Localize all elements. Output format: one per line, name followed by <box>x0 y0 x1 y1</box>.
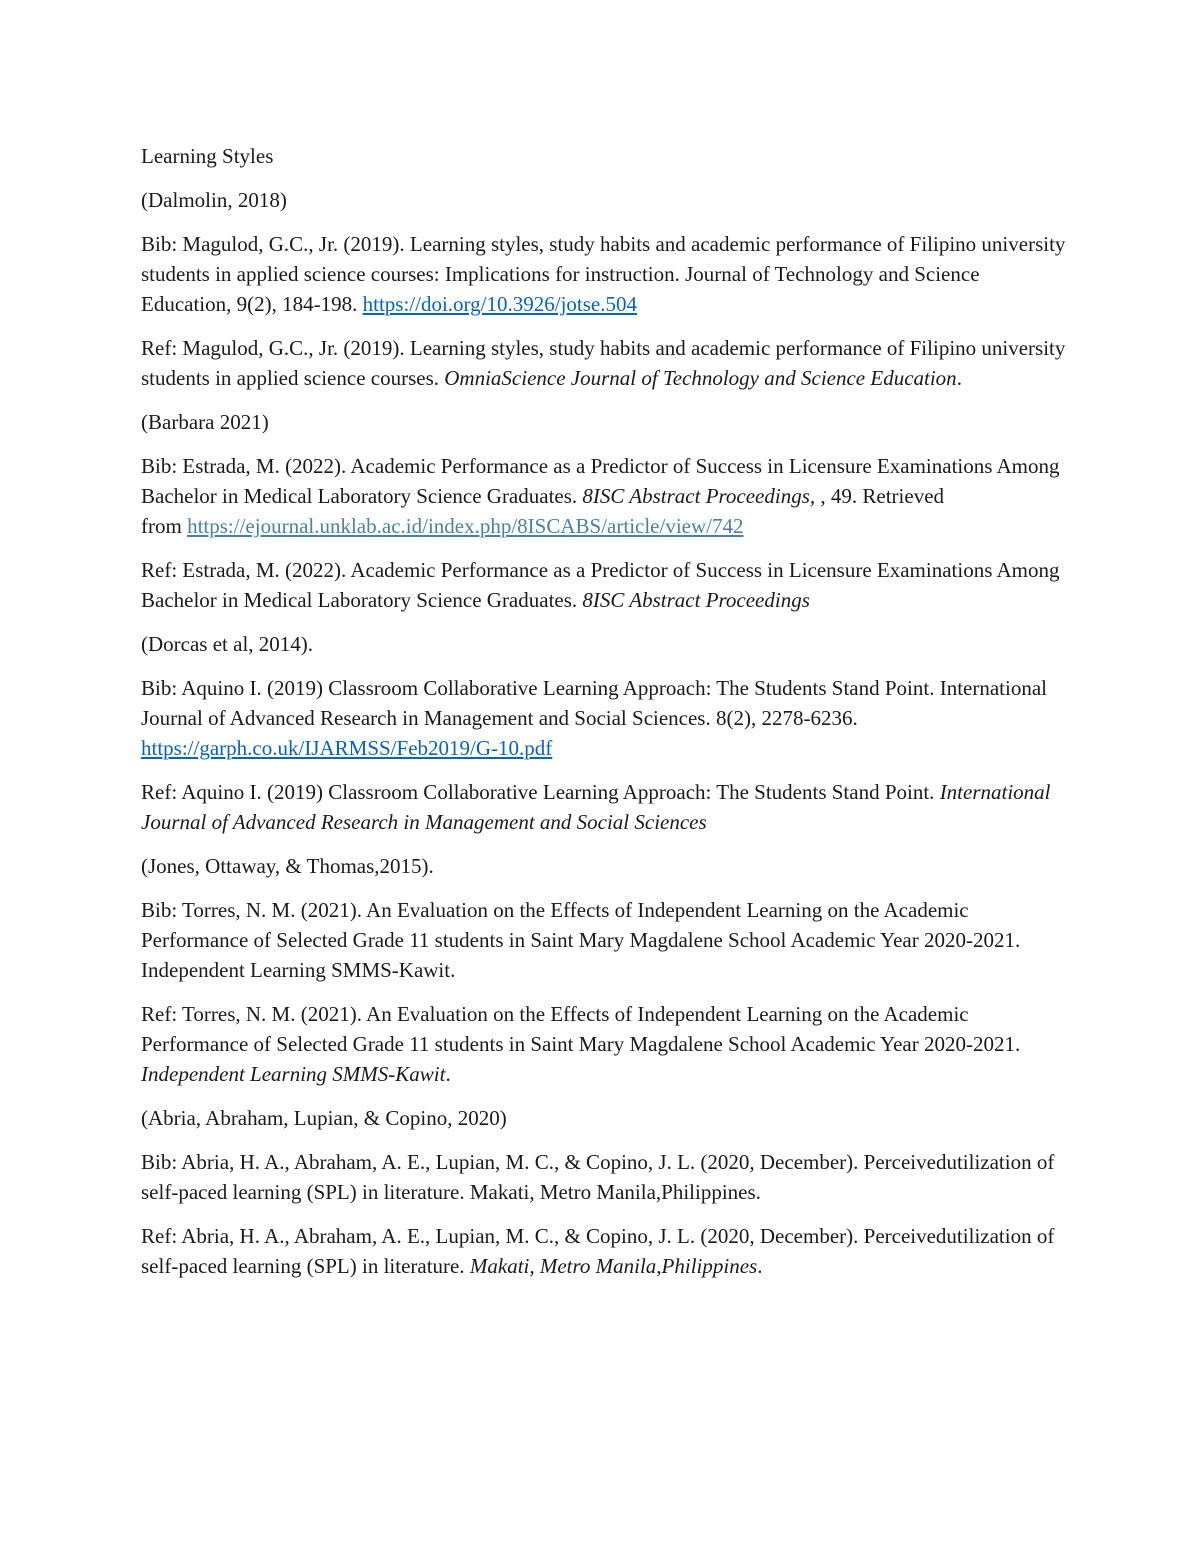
ref-end: . <box>445 1062 451 1086</box>
journal-name: International Journal of Advanced Research in Management and Social Sciences <box>141 780 1051 834</box>
bib-entry-torres <box>141 895 1066 985</box>
journal-name: 8ISC Abstract Proceedings <box>582 588 810 612</box>
ejournal-link[interactable]: https://ejournal.unklab.ac.id/index.php/8ISCABS/article/view/742 <box>187 514 744 538</box>
from-label: from <box>141 514 188 538</box>
journal-name: Independent Learning SMMS-Kawit <box>141 1062 446 1086</box>
citation-jones: (Jones, Ottaway, & Thomas,2015). <box>141 854 434 878</box>
journal-name: OmniaScience Journal of Technology and Science Education <box>444 366 957 390</box>
ref-end: . <box>757 1254 763 1278</box>
bib-text: Bib: Torres, N. M. (2021). An Evaluation on the Effects of Independent Learning on the Academic Performance of Selected Grade 11 students in Saint Mary Magdalene School Academic Year 2020-2021. Independent Learning SMMS-Kawit. <box>141 898 1021 982</box>
location-name: Makati, Metro Manila,Philippines <box>469 1254 758 1278</box>
ref-text: Ref: Torres, N. M. (2021). An Evaluation on the Effects of Independent Learning on the Academic Performance of Selected Grade 11 students in Saint Mary Magdalene School Academic Year 2020-2021. <box>141 1002 1021 1056</box>
bib-text: Bib: Magulod, G.C., Jr. (2019). Learning styles, study habits and academic performance of Filipino university students in applied science courses: Implications for instruction. Journal of Technology and Science Education, 9(2), 184-198. <box>141 232 1066 316</box>
ref-entry-torres <box>141 999 1066 1089</box>
journal-name: 8ISC Abstract Proceedings, <box>582 484 821 508</box>
bib-retrieved-line <box>141 511 1066 541</box>
ref-text: Ref: Estrada, M. (2022). Academic Performance as a Predictor of Success in Licensure Examinations Among Bachelor in Medical Laboratory Science Graduates. <box>141 558 1060 612</box>
ref-entry-aquino <box>141 777 1066 837</box>
document-body <box>141 141 1066 1295</box>
ref-text: Ref: Magulod, G.C., Jr. (2019). Learning styles, study habits and academic performance of Filipino university students in applied science courses. <box>141 336 1066 390</box>
citation-dorcas: (Dorcas et al, 2014). <box>141 632 314 656</box>
citation-dalmolin: (Dalmolin, 2018) <box>141 188 287 212</box>
bib-entry-abria <box>141 1147 1066 1207</box>
bib-entry-magulod <box>141 229 1066 319</box>
bib-entry-estrada <box>141 451 1066 541</box>
garph-link[interactable]: https://garph.co.uk/IJARMSS/Feb2019/G-10.pdf <box>141 736 553 760</box>
ref-entry-abria <box>141 1221 1066 1281</box>
bib-entry-aquino <box>141 673 1066 763</box>
ref-text: Ref: Abria, H. A., Abraham, A. E., Lupian, M. C., & Copino, J. L. (2020, December). Perceivedutilization of self-paced learning (SPL) in literature. <box>141 1224 1055 1278</box>
ref-entry-estrada <box>141 555 1066 615</box>
bib-pages: , 49. Retrieved <box>820 484 945 508</box>
document-title: Learning Styles <box>141 144 274 168</box>
citation-abria: (Abria, Abraham, Lupian, & Copino, 2020) <box>141 1106 507 1130</box>
doi-link[interactable]: https://doi.org/10.3926/jotse.504 <box>362 292 637 316</box>
ref-end: . <box>956 366 962 390</box>
bib-text: Bib: Abria, H. A., Abraham, A. E., Lupian, M. C., & Copino, J. L. (2020, December). Perceivedutilization of self-paced learning (SPL) in literature. Makati, Metro Manila,Philippines. <box>141 1150 1055 1204</box>
bib-text: Bib: Aquino I. (2019) Classroom Collaborative Learning Approach: The Students Stand Point. International Journal of Advanced Research in Management and Social Sciences. 8(2), 2278-6236. <box>141 676 1047 730</box>
bib-text: Bib: Estrada, M. (2022). Academic Performance as a Predictor of Success in Licensure Examinations Among Bachelor in Medical Laboratory Science Graduates. <box>141 454 1060 508</box>
citation-barbara: (Barbara 2021) <box>141 410 269 434</box>
ref-entry-magulod <box>141 333 1066 393</box>
ref-text: Ref: Aquino I. (2019) Classroom Collaborative Learning Approach: The Students Stand Point. <box>141 780 940 804</box>
